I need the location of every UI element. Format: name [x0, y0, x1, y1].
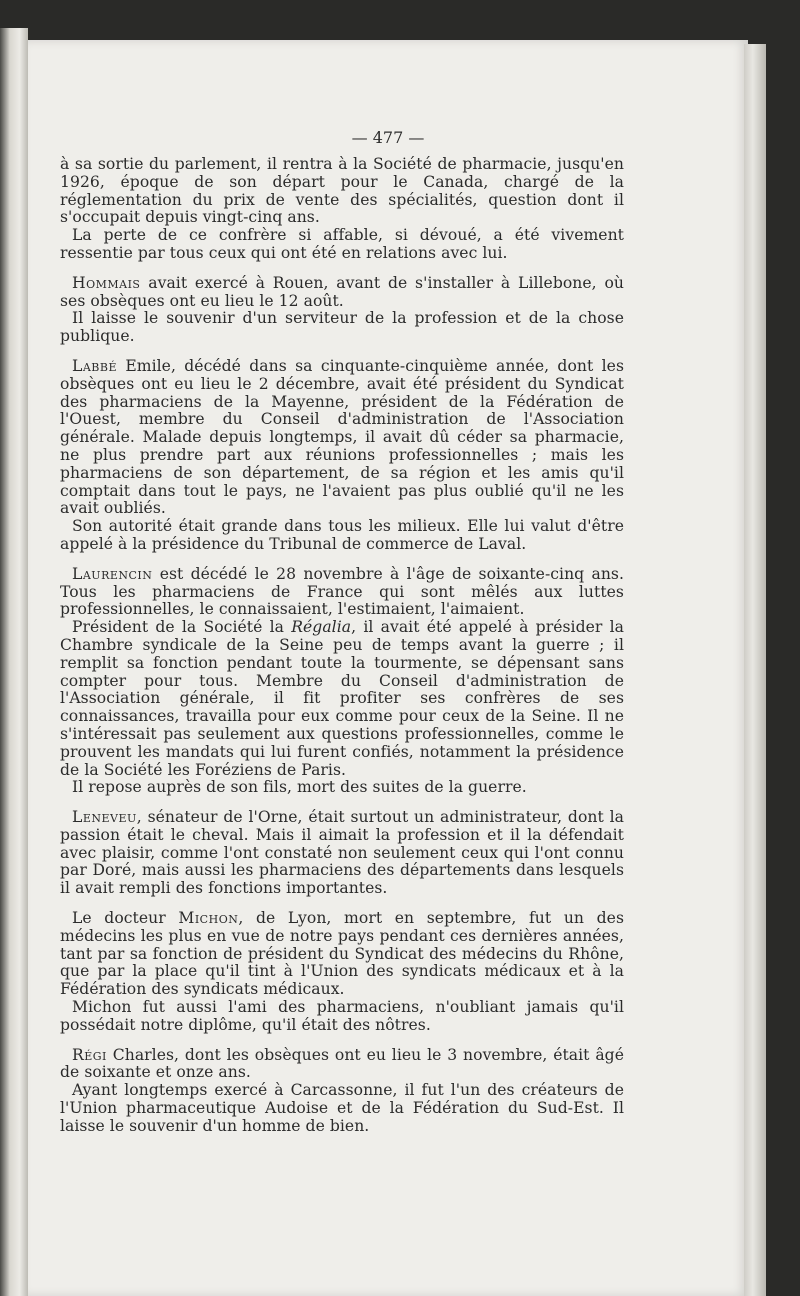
- obituary-michon: [60, 910, 624, 1035]
- paragraph: Le docteur Michon, de Lyon, mort en septembre, fut un des médecins les plus en vue de notre pays pendant ces dernières années, tant par sa fonction de président du Syndicat des médecins du Rhône, que par la place qu'il tint à l'Union des syndicats médicaux et à la Fédération des syndicats médicaux.: [60, 909, 624, 999]
- paragraph: Hommais avait exercé à Rouen, avant de s'installer à Lillebone, où ses obsèques ont eu lieu le 12 août.: [60, 273, 624, 310]
- page-stack-edge: [744, 44, 766, 1296]
- paragraph: La perte de ce confrère si affable, si dévoué, a été vivement ressentie par tous ceux qui ont été en relations avec lui.: [60, 226, 624, 262]
- obituary-continuation: [60, 156, 624, 263]
- paragraph: Président de la Société la Régalia, il avait été appelé à présider la Chambre syndicale de la Seine peu de temps avant la guerre ; il remplit sa fonction pendant toute la tourmente, se dépensant sans compter pour tous. Membre du Conseil d'administration de l'Association générale, il fit profiter ses confrères de ses connaissances, travailla pour eux comme pour ceux de la Seine. Il ne s'intéressait pas seulement aux questions professionnelles, comme le prouvent les mandats qui lui furent confiés, notamment la présidence de la Société les Foréziens de Paris.: [60, 618, 624, 779]
- society-name: Régalia: [291, 618, 352, 637]
- person-name: Laurencin: [72, 564, 153, 583]
- paragraph: Michon fut aussi l'ami des pharmaciens, n'oubliant jamais qu'il possédait notre diplôme, qu'il était des nôtres.: [60, 998, 624, 1034]
- person-name: Régi: [72, 1045, 107, 1064]
- page-number: — 477 —: [351, 128, 425, 147]
- paragraph: Labbé Emile, décédé dans sa cinquante-cinquième année, dont les obsèques ont eu lieu le 2 décembre, avait été président du Syndicat des pharmaciens de la Mayenne, président de la Fédération de l'Ouest, membre du Conseil d'administration de l'Association générale. Malade depuis longtemps, il avait dû céder sa pharmacie, ne plus prendre part aux réunions professionnelles ; mais les pharmaciens de son département, de sa région et les amis qu'il comptait dans tout le pays, ne l'avaient pas plus oublié qu'il ne les avait oubliés.: [60, 356, 624, 518]
- paragraph: Il laisse le souvenir d'un serviteur de la profession et de la chose publique.: [60, 309, 624, 346]
- person-name: Michon: [178, 909, 239, 928]
- obituary-leneveu: [60, 809, 624, 898]
- obituary-labbe: [60, 358, 624, 554]
- paragraph: Leneveu, sénateur de l'Orne, était surtout un administrateur, dont la passion était le cheval. Mais il aimait la profession et il la défendait avec plaisir, comme l'ont constaté non seulement ceux qui l'ont connu par Doré, mais aussi les pharmaciens des départements dans lesquels il avait rempli des fonctions importantes.: [60, 808, 624, 898]
- person-name: Leneveu: [72, 808, 137, 827]
- obituary-hommais: [60, 275, 624, 346]
- obituary-regi: [60, 1047, 624, 1136]
- page-text: [60, 128, 624, 1136]
- person-name: Labbé: [72, 356, 117, 375]
- paragraph: Ayant longtemps exercé à Carcassonne, il fut l'un des créateurs de l'Union pharmaceutique Audoise et de la Fédération du Sud-Est. Il laisse le souvenir d'un homme de bien.: [60, 1081, 624, 1135]
- paragraph: Il repose auprès de son fils, mort des suites de la guerre.: [72, 778, 527, 797]
- paragraph: Son autorité était grande dans tous les milieux. Elle lui valut d'être appelé à la présidence du Tribunal de commerce de Laval.: [60, 517, 624, 553]
- adjacent-page-edge: [0, 28, 28, 1296]
- person-name: Hommais: [72, 273, 141, 292]
- paragraph: Laurencin est décédé le 28 novembre à l'âge de soixante-cinq ans. Tous les pharmaciens de France qui sont mêlés aux luttes professionnelles, le connaissaient, l'estimaient, l'aimaient.: [60, 564, 624, 619]
- obituary-laurencin: [60, 566, 624, 797]
- paragraph: à sa sortie du parlement, il rentra à la Société de pharmacie, jusqu'en 1926, époque de son départ pour le Canada, chargé de la réglementation du prix de vente des spécialités, question dont il s'occupait depuis vingt-cinq ans.: [60, 155, 624, 227]
- paragraph: Régi Charles, dont les obsèques ont eu lieu le 3 novembre, était âgé de soixante et onze ans.: [60, 1045, 624, 1082]
